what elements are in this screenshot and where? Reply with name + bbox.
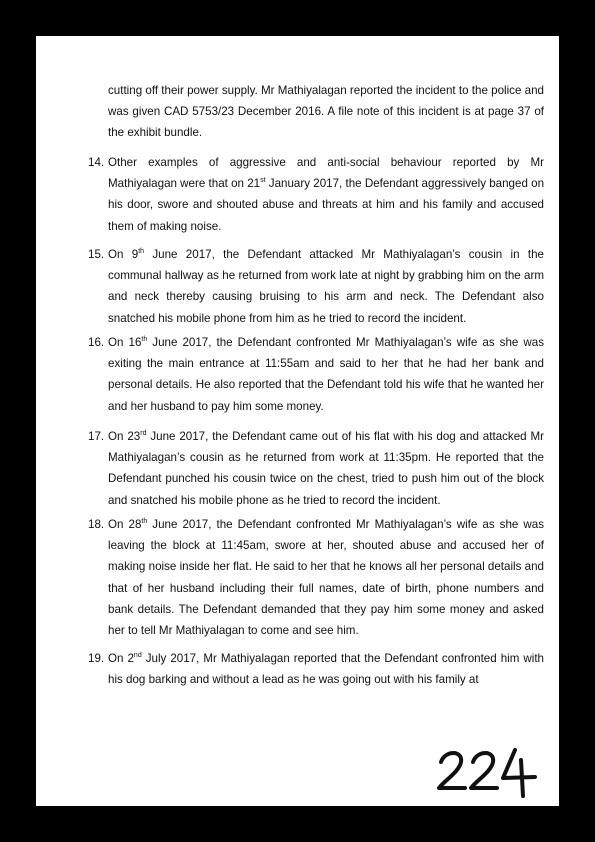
paragraph-number: 15.	[88, 248, 105, 261]
handwritten-page-number	[423, 744, 543, 798]
paragraph-text: On 28th June 2017, the Defendant confronted Mr Mathiyalagan’s wife as she was leaving the block at 11:45am, swore at her, shouted abuse and accused her of making noise inside her flat. He said to her that he knows all her personal details and that of her husband including their full names, date of birth, phone numbers and bank details. The Defendant demanded that they pay him some money and asked her to tell Mr Mathiyalagan to come and see him.	[108, 518, 544, 638]
paragraph-number: 19.	[88, 652, 105, 665]
paragraph-19	[88, 648, 544, 690]
continuation-paragraph: cutting off their power supply. Mr Mathiyalagan reported the incident to the police and was given CAD 5753/23 December 2016. A file note of this incident is at page 37 of the exhibit bundle.	[108, 84, 544, 140]
paragraph-number: 18.	[88, 518, 105, 531]
paragraph-text: On 23rd June 2017, the Defendant came out of his flat with his dog and attacked Mr Mathiyalagan’s cousin as he returned from work at 11:35pm. He reported that the Defendant punched his cousin twice on the chest, tried to push him out of the block and snatched his mobile phone as he tried to record the incident.	[108, 430, 545, 507]
paragraph-number: 14.	[88, 156, 105, 169]
paragraph-text: Other examples of aggressive and anti-social behaviour reported by Mr Mathiyalagan were that on 21st January 2017, the Defendant aggressively banged on his door, swore and shouted abuse and threats at him and his family and accused them of making noise.	[108, 156, 545, 233]
paragraph-15	[88, 244, 544, 329]
paragraph-text: On 16th June 2017, the Defendant confronted Mr Mathiyalagan’s wife as she was exiting the main entrance at 11:55am and said to her that he had her bank and personal details. He also reported that the Defendant told his wife that he wanted her and her husband to pay him some money.	[108, 336, 544, 413]
paragraph-text: On 9th June 2017, the Defendant attacked Mr Mathiyalagan’s cousin in the communal hallway as he returned from work late at night by grabbing him on the arm and neck thereby causing bruising to his arm and neck. The Defendant also snatched his mobile phone from him as he tried to record the incident.	[108, 248, 544, 325]
paragraph-16	[88, 332, 544, 417]
paragraph-14	[88, 152, 544, 237]
paragraph-17	[88, 426, 544, 511]
paragraph-number: 17.	[88, 430, 105, 443]
paragraph-18	[88, 514, 544, 641]
paragraph-number: 16.	[88, 336, 105, 349]
paragraph-text: On 2nd July 2017, Mr Mathiyalagan reported that the Defendant confronted him with his dog barking and without a lead as he was going out with his family at	[108, 652, 544, 687]
document-page	[36, 36, 559, 806]
